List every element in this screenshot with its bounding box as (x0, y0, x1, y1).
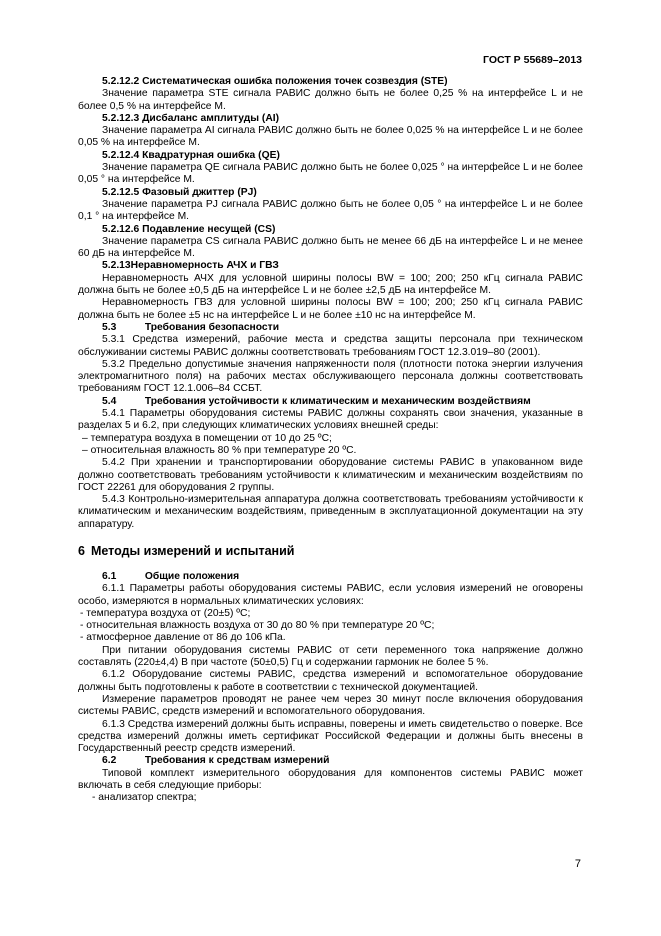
paragraph: Значение параметра PJ сигнала РАВИС должно быть не более 0,05 ° на интерфейсе L и не более 0,1 ° на интерфейсе М. (78, 198, 583, 223)
paragraph: Неравномерность АЧХ для условной ширины полосы BW = 100; 200; 250 кГц сигнала РАВИС должна быть не более ±0,5 дБ на интерфейсе L и не более ±2,5 дБ на интерфейсе М. (78, 272, 583, 297)
heading-number: 5.3 (102, 321, 117, 333)
heading-5-2-12-5 (78, 187, 583, 199)
heading-number: 5.2.12.2 (102, 76, 140, 87)
heading-title: Квадратурная ошибка (QE) (142, 149, 280, 161)
section-number: 6 (78, 543, 85, 558)
heading-number: 6.1 (102, 570, 117, 582)
list-item: – температура воздуха в помещении от 10 до 25 ºС; (82, 432, 332, 444)
heading-title: Требования безопасности (144, 321, 280, 333)
heading-5-2-12-4 (78, 150, 583, 162)
paragraph: 5.3.2 Предельно допустимые значения напряженности поля (плотности потока энергии излучения электромагнитного поля) на рабочих местах обслуживающего персонала должны соответствовать требованиям ГОСТ 12.1.006–84 ССБТ. (78, 358, 583, 395)
list-item: - относительная влажность воздуха от 30 до 80 % при температуре 20 ºС; (80, 620, 435, 632)
heading-number: 5.2.12.4 (102, 149, 140, 161)
heading-6-1 (78, 571, 583, 583)
heading-5-3 (78, 322, 583, 334)
paragraph: Значение параметра STE сигнала РАВИС должно быть не более 0,25 % на интерфейсе L и не более 0,5 % на интерфейсе М. (78, 88, 583, 112)
paragraph: 5.4.3 Контрольно-измерительная аппаратура должна соответствовать требованиям устойчивости к климатическим и механическим воздействиям, приведенным в эксплуатационной документации на эту аппаратуру. (78, 494, 583, 530)
heading-title: Общие положения (144, 570, 240, 582)
heading-5-2-12-2 (78, 76, 583, 88)
heading-title: Требования к средствам измерений (144, 755, 330, 767)
list-item: - анализатор спектра; (92, 792, 197, 804)
paragraph: Значение параметра QE сигнала РАВИС должно быть не более 0,025 ° на интерфейсе L и не более 0,05 ° на интерфейсе М. (78, 162, 583, 186)
paragraph: 5.3.1 Средства измерений, рабочие места и средства защиты персонала при техническом обслуживании системы РАВИС должны соответствовать требованиям ГОСТ 12.3.019–80 (2001). (78, 334, 583, 358)
heading-number: 6.2 (102, 755, 117, 767)
paragraph: Неравномерность ГВЗ для условной ширины полосы BW = 100; 200; 250 кГц сигнала РАВИС должна быть не более ±5 нс на интерфейсе L и не более ±10 нс на интерфейсе М. (78, 297, 583, 321)
heading-number: 5.2.12.6 (102, 223, 140, 235)
heading-number: 5.2.12.5 (102, 186, 140, 198)
heading-title: Фазовый джиттер (PJ) (142, 186, 257, 198)
heading-6-2 (78, 755, 583, 767)
heading-5-2-12-6 (78, 224, 583, 236)
standard-header: ГОСТ Р 55689–2013 (483, 54, 582, 66)
paragraph: При питании оборудования системы РАВИС от сети переменного тока напряжение должно составлять (220±4,4) В при частоте (50±0,5) Гц и содержании гармоник не более 5 %. (78, 644, 583, 669)
heading-title: Подавление несущей (CS) (142, 223, 276, 235)
list-item: - температура воздуха от (20±5) ºС; (80, 607, 251, 619)
heading-5-2-13: 5.2.13Неравномерность АЧХ и ГВЗ (102, 260, 279, 272)
heading-5-4 (78, 396, 583, 408)
page-number: 7 (574, 858, 581, 870)
heading-5-2-12-3 (78, 113, 583, 125)
heading-title: Систематическая ошибка положения точек созвездия (STE) (142, 76, 448, 87)
paragraph: Измерение параметров проводят не ранее чем через 30 минут после включения оборудования системы РАВИС, средств измерений и вспомогательного оборудования. (78, 693, 583, 718)
paragraph: 6.1.3 Средства измерений должны быть исправны, поверены и иметь свидетельство о поверке. Все средства измерений должны иметь сертификат Российской Федерации и должны быть внесены в Государственный реестр средств измерений. (78, 718, 583, 755)
paragraph: Значение параметра CS сигнала РАВИС должно быть не менее 66 дБ на интерфейсе L и не менее 60 дБ на интерфейсе М. (78, 235, 583, 260)
list-item: – относительная влажность 80 % при температуре 20 ºС. (82, 444, 357, 456)
paragraph: 6.1.1 Параметры работы оборудования системы РАВИС, если условия измерений не оговорены особо, измеряются в нормальных климатических условиях: (78, 583, 583, 607)
paragraph: 5.4.1 Параметры оборудования системы РАВИС должны сохранять свои значения, указанные в разделах 5 и 6.2, при следующих климатических условиях внешней среды: (78, 408, 583, 432)
section-title: Методы измерений и испытаний (90, 543, 295, 558)
paragraph: Значение параметра AI сигнала РАВИС должно быть не более 0,025 % на интерфейсе L и не более 0,05 % на интерфейсе М. (78, 125, 583, 149)
heading-title: Требования устойчивости к климатическим и механическим воздействиям (144, 395, 531, 407)
paragraph: 5.4.2 При хранении и транспортировании оборудование системы РАВИС в упакованном виде должно соответствовать требованиям устойчивости к климатическим и механическим воздействиям по ГОСТ 22261 для оборудования 2 группы. (78, 457, 583, 493)
heading-number: 5.2.12.3 (102, 112, 140, 124)
paragraph: Типовой комплект измерительного оборудования для компонентов системы РАВИС может включать в себя следующие приборы: (78, 767, 583, 792)
paragraph: 6.1.2 Оборудование системы РАВИС, средства измерений и вспомогательное оборудование должны быть подготовлены к работе в соответствии с технической документацией. (78, 669, 583, 693)
heading-title: Дисбаланс амплитуды (AI) (142, 112, 280, 124)
document-body (78, 76, 583, 805)
section-6-title (78, 544, 583, 559)
heading-number: 5.4 (102, 395, 117, 407)
list-item: - атмосферное давление от 86 до 106 кПа. (80, 632, 286, 644)
